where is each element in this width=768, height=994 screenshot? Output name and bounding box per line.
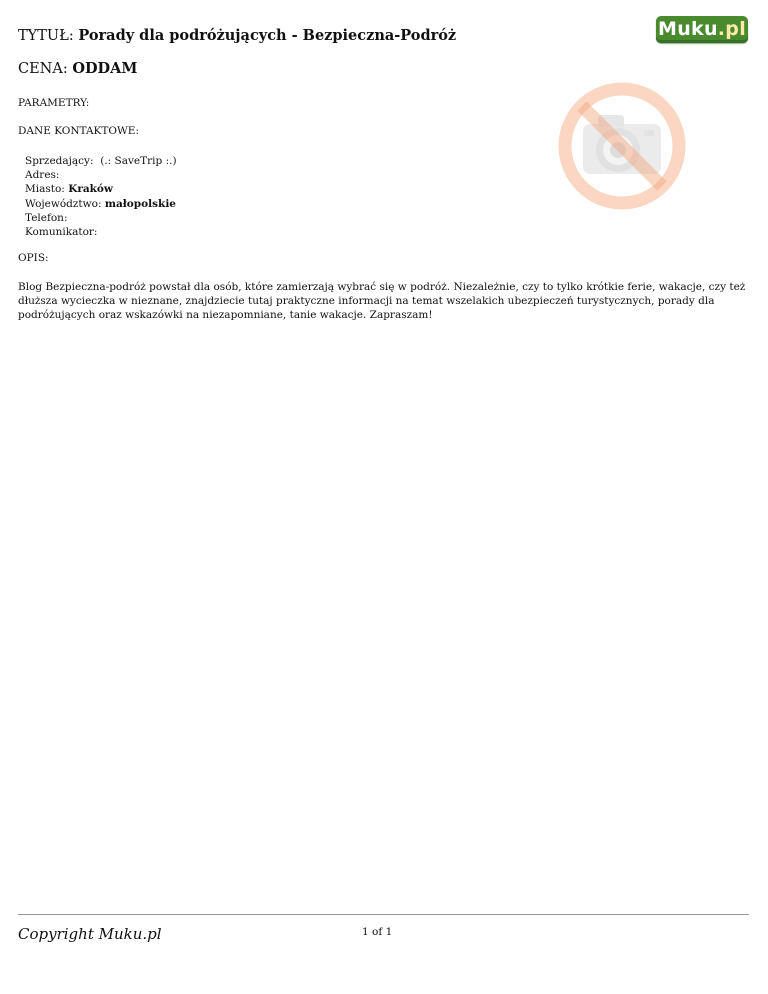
logo-main-text: Muku <box>657 18 718 40</box>
seller-value: (.: SaveTrip :.) <box>100 155 177 167</box>
contacts-heading: DANE KONTAKTOWE: <box>18 125 140 137</box>
price-value: ODDAM <box>72 60 138 77</box>
region-label: Województwo: <box>25 197 102 210</box>
description-text: Blog Bezpieczna-podróż powstał dla osób, które zamierzają wybrać się w podróż. Niezależnie, czy to tylko krótkie ferie, wakacje, czy też dłuższa wycieczka w nieznane, znajdziecie tutaj praktyczne informacji na temat wszelakich ubezpieczeń turystycznych, porady dla podróżujących oraz wskazówki na niezapomniane, tanie wakacje. Zapraszam! <box>18 281 746 322</box>
title-value: Porady dla podróżujących - Bezpieczna-Podróż <box>78 27 457 44</box>
city-row <box>25 182 177 196</box>
listing-price <box>18 60 137 77</box>
region-value: małopolskie <box>104 197 176 210</box>
city-value: Kraków <box>68 183 113 196</box>
footer-divider <box>18 914 749 915</box>
seller-label: Sprzedający: <box>25 155 94 167</box>
seller-row <box>25 154 177 168</box>
address-row <box>25 168 177 182</box>
logo-tld-text: .pl <box>717 18 747 40</box>
description-heading: OPIS: <box>18 252 49 264</box>
contact-details <box>25 154 177 239</box>
messenger-label: Komunikator: <box>25 226 98 239</box>
no-camera-icon <box>550 80 694 212</box>
title-label: TYTUŁ: <box>18 28 74 44</box>
listing-title <box>18 27 456 44</box>
page-indicator: 1 of 1 <box>362 926 393 938</box>
address-label: Adres: <box>25 169 60 182</box>
muku-logo[interactable] <box>656 16 748 43</box>
city-label: Miasto: <box>25 183 65 196</box>
phone-label: Telefon: <box>25 211 68 224</box>
messenger-row <box>25 225 177 239</box>
region-row <box>25 197 177 211</box>
parameters-heading: PARAMETRY: <box>18 97 90 109</box>
footer-copyright: Copyright Muku.pl <box>18 925 162 943</box>
price-label: CENA: <box>18 61 68 77</box>
phone-row <box>25 211 177 225</box>
